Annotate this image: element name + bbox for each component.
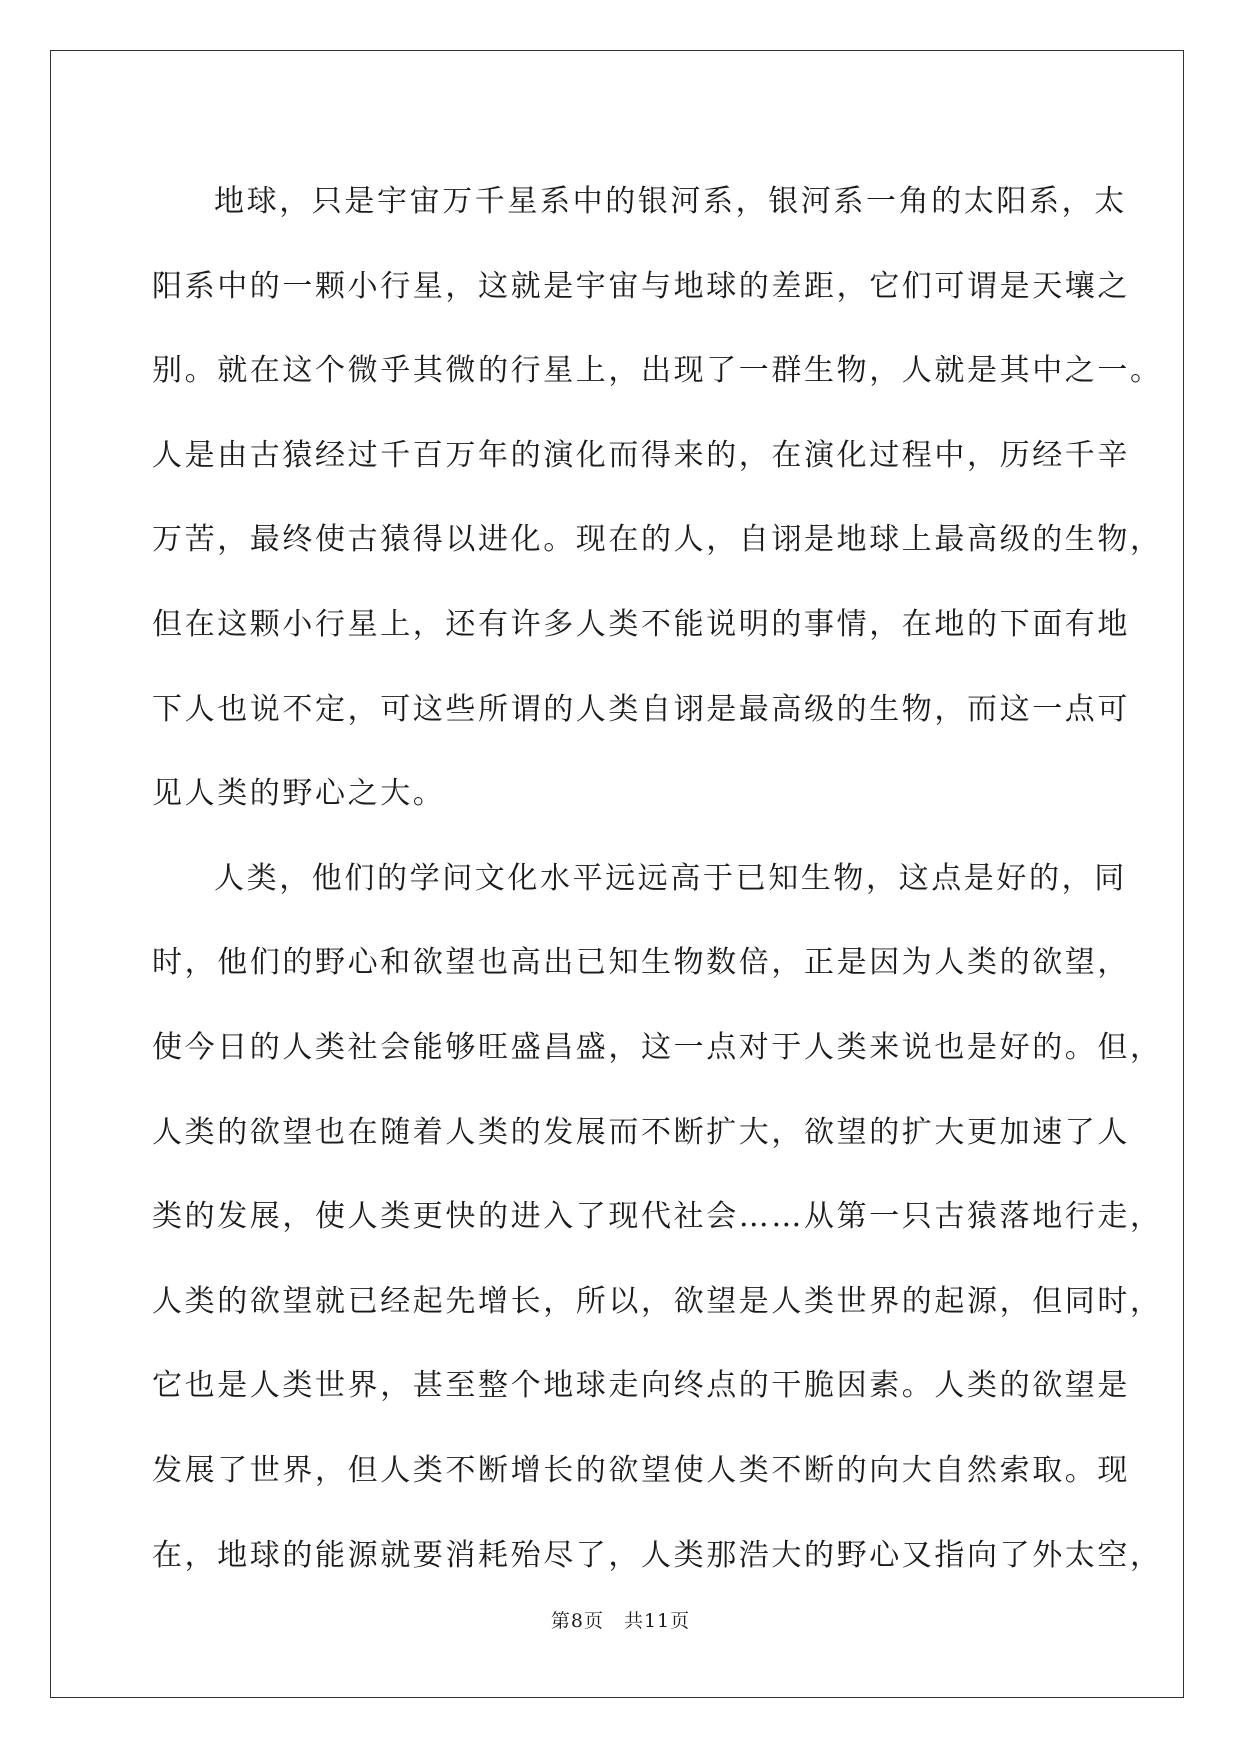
page-number-footer: 第8页 共11页 bbox=[550, 1610, 691, 1632]
text-line: 阳系中的一颗小行星，这就是宇宙与地球的差距，它们可谓是天壤之 bbox=[152, 268, 1130, 304]
text-line: 在，地球的能源就要消耗殆尽了，人类那浩大的野心又指向了外太空， bbox=[152, 1537, 1163, 1573]
paragraph-1 bbox=[152, 160, 1163, 837]
text-line: 人类，他们的学问文化水平远远高于已知生物，这点是好的，同 bbox=[214, 860, 1127, 896]
text-line: 下人也说不定，可这些所谓的人类自诩是最高级的生物，而这一点可 bbox=[152, 691, 1130, 727]
text-line: 使今日的人类社会能够旺盛昌盛，这一点对于人类来说也是好的。但， bbox=[152, 1029, 1163, 1065]
text-line: 人类的欲望就已经起先增长，所以，欲望是人类世界的起源，但同时， bbox=[152, 1283, 1163, 1319]
text-line: 地球，只是宇宙万千星系中的银河系，银河系一角的太阳系，太 bbox=[214, 184, 1127, 219]
text-line: 但在这颗小行星上，还有许多人类不能说明的事情，在地的下面有地 bbox=[152, 606, 1130, 642]
text-line: 它也是人类世界，甚至整个地球走向终点的干脆因素。人类的欲望是 bbox=[152, 1368, 1130, 1404]
text-line: 万苦，最终使古猿得以进化。现在的人，自诩是地球上最高级的生物， bbox=[152, 522, 1163, 558]
text-line: 人是由古猿经过千百万年的演化而得来的，在演化过程中，历经千辛 bbox=[152, 437, 1130, 473]
text-line: 发展了世界，但人类不断增长的欲望使人类不断的向大自然索取。现 bbox=[152, 1452, 1130, 1488]
document-body bbox=[152, 160, 1163, 1598]
text-line: 类的发展，使人类更快的进入了现代社会……从第一只古猿落地行走， bbox=[152, 1199, 1163, 1235]
text-line: 人类的欲望也在随着人类的发展而不断扩大，欲望的扩大更加速了人 bbox=[152, 1114, 1130, 1150]
paragraph-2 bbox=[152, 837, 1163, 1598]
text-line: 时，他们的野心和欲望也高出已知生物数倍，正是因为人类的欲望， bbox=[152, 945, 1130, 981]
text-line: 见人类的野心之大。 bbox=[152, 776, 446, 812]
text-line: 别。就在这个微乎其微的行星上，出现了一群生物，人就是其中之一。 bbox=[152, 353, 1163, 389]
